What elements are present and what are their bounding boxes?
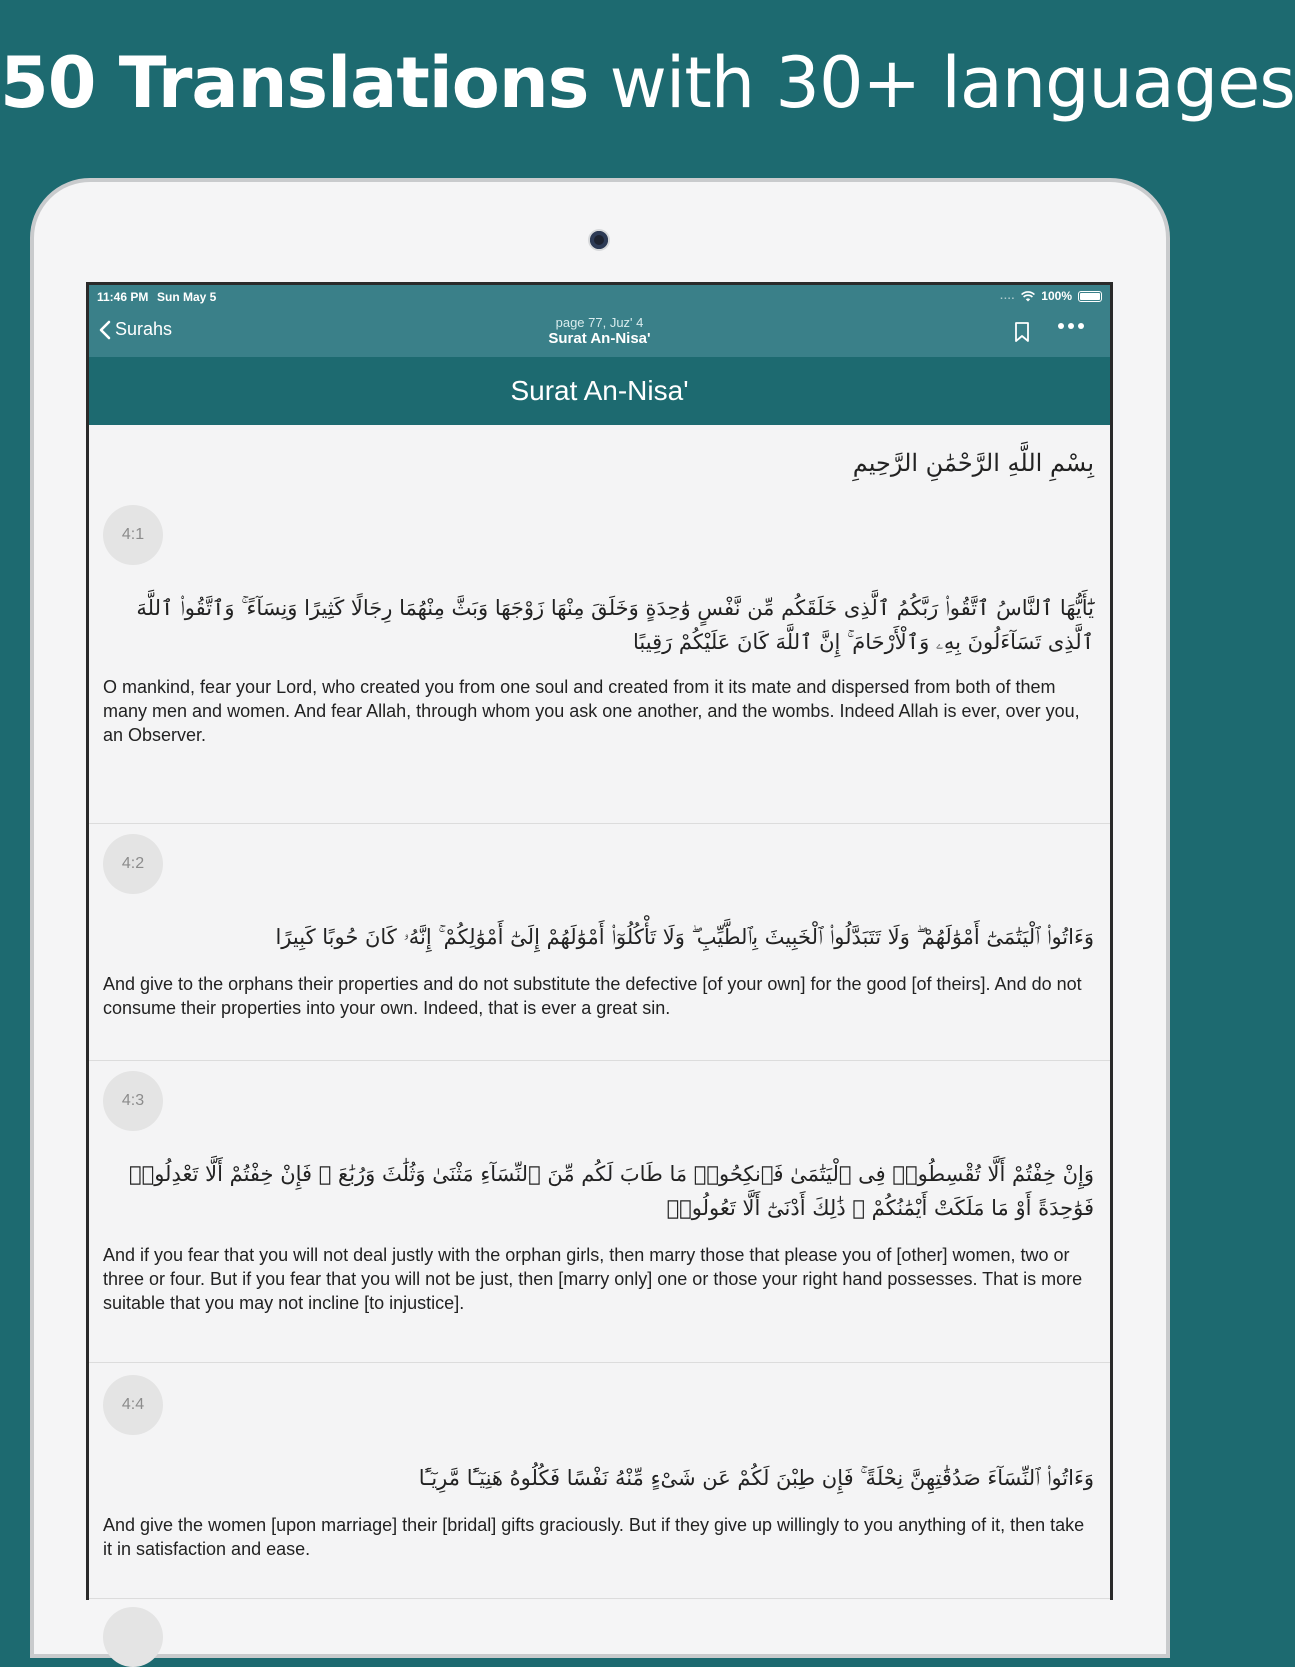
app-screen [86, 282, 1113, 1600]
status-indicators [1000, 289, 1102, 303]
surah-header: Surat An-Nisa' [89, 357, 1110, 425]
ayah-number-badge-partial[interactable] [103, 1607, 163, 1667]
ayah-translation: And if you fear that you will not deal justly with the orphan girls, then marry those that please you of [other] women, two or three or four. But if you fear that you will not be just, then [marry only] one or those your right hand possesses. That is more suitable that you may not incline [to injustice]. [103, 1245, 1083, 1313]
ayah-item[interactable] [89, 1061, 1110, 1363]
ayah-item[interactable] [89, 481, 1110, 824]
ayah-list[interactable] [89, 425, 1110, 1600]
ayah-translation: O mankind, fear your Lord, who created you from one soul and created from it its mate and dispersed from both of them many men and women. And fear Allah, through whom you ask one another, and the wombs. Indeed Allah is ever, over you, an Observer. [103, 677, 1080, 745]
ayah-arabic: وَإِنْ خِفْتُمْ أَلَّا تُقْسِطُوا۟ فِى ٱلْيَتَٰمَىٰ فَٱنكِحُوا۟ مَا طَابَ لَكُم مِّنَ ٱلنِّسَآءِ مَثْنَىٰ وَثُلَٰثَ وَرُبَٰعَ ۖ فَإِنْ خِفْتُمْ أَلَّا تَعْدِلُوا۟ فَوَٰحِدَةً أَوْ مَا مَلَكَتْ أَيْمَٰنُكُمْ ۚ ذَٰلِكَ أَدْنَىٰٓ أَلَّا تَعُولُوا۟ [129, 1162, 1094, 1220]
ayah-number-badge[interactable]: 4:3 [103, 1071, 163, 1131]
ayah-arabic: يَٰٓأَيُّهَا ٱلنَّاسُ ٱتَّقُوا۟ رَبَّكُمُ ٱلَّذِى خَلَقَكُم مِّن نَّفْسٍ وَٰحِدَةٍ وَخَلَقَ مِنْهَا زَوْجَهَا وَبَثَّ مِنْهُمَا رِجَالًا كَثِيرًا وَنِسَآءً ۚ وَٱتَّقُوا۟ ٱللَّهَ ٱلَّذِى تَسَآءَلُونَ بِهِۦ وَٱلْأَرْحَامَ ۚ إِنَّ ٱللَّهَ كَانَ عَلَيْكُمْ رَقِيبًا [136, 596, 1094, 654]
ayah-number-badge[interactable]: 4:2 [103, 834, 163, 894]
nav-bar [89, 309, 1110, 357]
ayah-item[interactable] [89, 1363, 1110, 1599]
bookmark-icon [1014, 321, 1030, 343]
nav-title-block [89, 315, 1110, 347]
nav-title: Surat An-Nisa' [548, 330, 651, 347]
wifi-icon [1021, 291, 1035, 302]
battery-icon [1078, 291, 1102, 302]
bismillah: بِسْمِ اللَّهِ الرَّحْمَٰنِ الرَّحِيمِ [852, 449, 1094, 477]
promo-headline-bold: 50 Translations [0, 42, 589, 124]
camera-icon [590, 231, 608, 249]
ayah-item[interactable] [89, 824, 1110, 1061]
signal-icon: .... [1000, 290, 1016, 302]
ayah-number-badge[interactable]: 4:1 [103, 505, 163, 565]
promo-headline-light: with 30+ languages [609, 42, 1295, 124]
status-bar [89, 285, 1110, 309]
status-time: 11:46 PM [97, 290, 149, 304]
nav-subtitle: page 77, Juz' 4 [555, 315, 644, 330]
more-icon [1058, 323, 1064, 329]
ayah-number-badge[interactable]: 4:4 [103, 1375, 163, 1435]
ayah-arabic: وَءَاتُوا۟ ٱلْيَتَٰمَىٰٓ أَمْوَٰلَهُمْ ۖ وَلَا تَتَبَدَّلُوا۟ ٱلْخَبِيثَ بِٱلطَّيِّبِ ۖ وَلَا تَأْكُلُوٓا۟ أَمْوَٰلَهُمْ إِلَىٰٓ أَمْوَٰلِكُمْ ۚ إِنَّهُۥ كَانَ حُوبًا كَبِيرًا [275, 925, 1094, 949]
more-button[interactable] [1058, 323, 1084, 329]
back-label: Surahs [115, 319, 173, 339]
battery-percent: 100% [1041, 289, 1072, 303]
ayah-item-partial[interactable] [89, 1599, 1110, 1639]
ayah-translation: And give to the orphans their properties and do not substitute the defective [of your own] for the good [of theirs]. And do not consume their properties into your own. Indeed, that is ever a great sin. [103, 974, 1082, 1018]
status-date: Sun May 5 [157, 290, 217, 304]
ayah-arabic: وَءَاتُوا۟ ٱلنِّسَآءَ صَدُقَٰتِهِنَّ نِحْلَةً ۚ فَإِن طِبْنَ لَكُمْ عَن شَىْءٍ مِّنْهُ نَفْسًا فَكُلُوهُ هَنِيٓـًٔا مَّرِيٓـًٔا [418, 1466, 1094, 1490]
promo-headline [0, 40, 1295, 126]
bookmark-button[interactable] [1014, 321, 1030, 348]
ayah-translation: And give the women [upon marriage] their [bridal] gifts graciously. But if they give up willingly to you anything of it, then take it in satisfaction and ease. [103, 1515, 1085, 1559]
